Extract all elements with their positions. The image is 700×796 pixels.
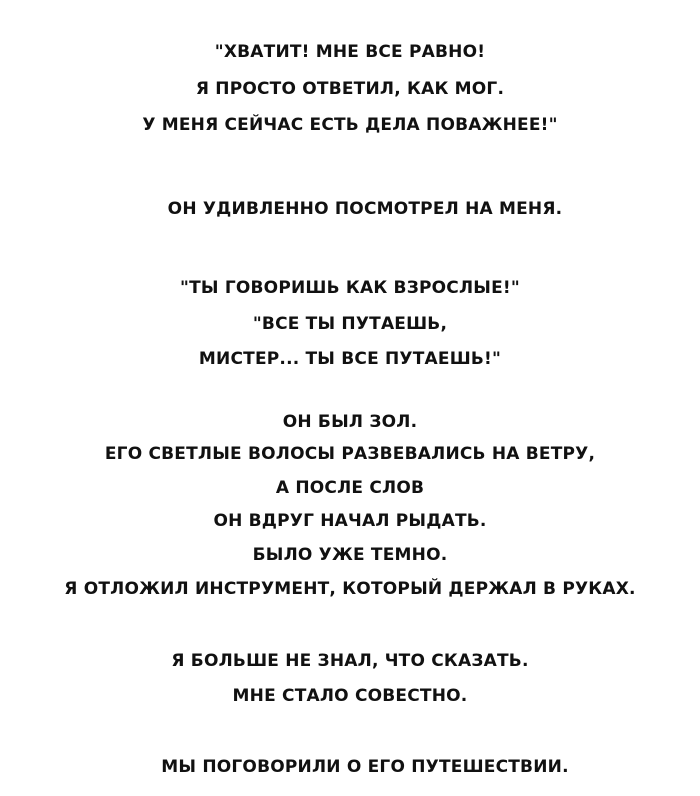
text-line: БЫЛО УЖЕ ТЕМНО. xyxy=(252,545,448,565)
text-line: Я ОТЛОЖИЛ ИНСТРУМЕНТ, КОТОРЫЙ ДЕРЖАЛ В РУКАХ. xyxy=(64,579,636,599)
text-line: ОН БЫЛ ЗОЛ. xyxy=(282,412,418,432)
text-line: Я БОЛЬШЕ НЕ ЗНАЛ, ЧТО СКАЗАТЬ. xyxy=(171,651,529,671)
text-line: У МЕНЯ СЕЙЧАС ЕСТЬ ДЕЛА ПОВАЖНЕЕ!" xyxy=(142,115,558,135)
text-line: "ТЫ ГОВОРИШЬ КАК ВЗРОСЛЫЕ!" xyxy=(180,278,520,298)
text-line: ОН ВДРУГ НАЧАЛ РЫДАТЬ. xyxy=(213,511,487,531)
text-line: МНЕ СТАЛО СОВЕСТНО. xyxy=(232,686,468,706)
text-line: ЕГО СВЕТЛЫЕ ВОЛОСЫ РАЗВЕВАЛИСЬ НА ВЕТРУ, xyxy=(104,444,596,464)
text-line: "ХВАТИТ! МНЕ ВСЕ РАВНО! xyxy=(214,42,486,62)
text-line: "ВСЕ ТЫ ПУТАЕШЬ, xyxy=(252,314,448,334)
text-line: ОН УДИВЛЕННО ПОСМОТРЕЛ НА МЕНЯ. xyxy=(167,199,563,219)
text-line: МИСТЕР... ТЫ ВСЕ ПУТАЕШЬ!" xyxy=(198,349,502,369)
text-line: Я ПРОСТО ОТВЕТИЛ, КАК МОГ. xyxy=(195,79,505,99)
text-line: МЫ ПОГОВОРИЛИ О ЕГО ПУТЕШЕСТВИИ. xyxy=(161,757,569,777)
text-line: А ПОСЛЕ СЛОВ xyxy=(275,478,425,498)
